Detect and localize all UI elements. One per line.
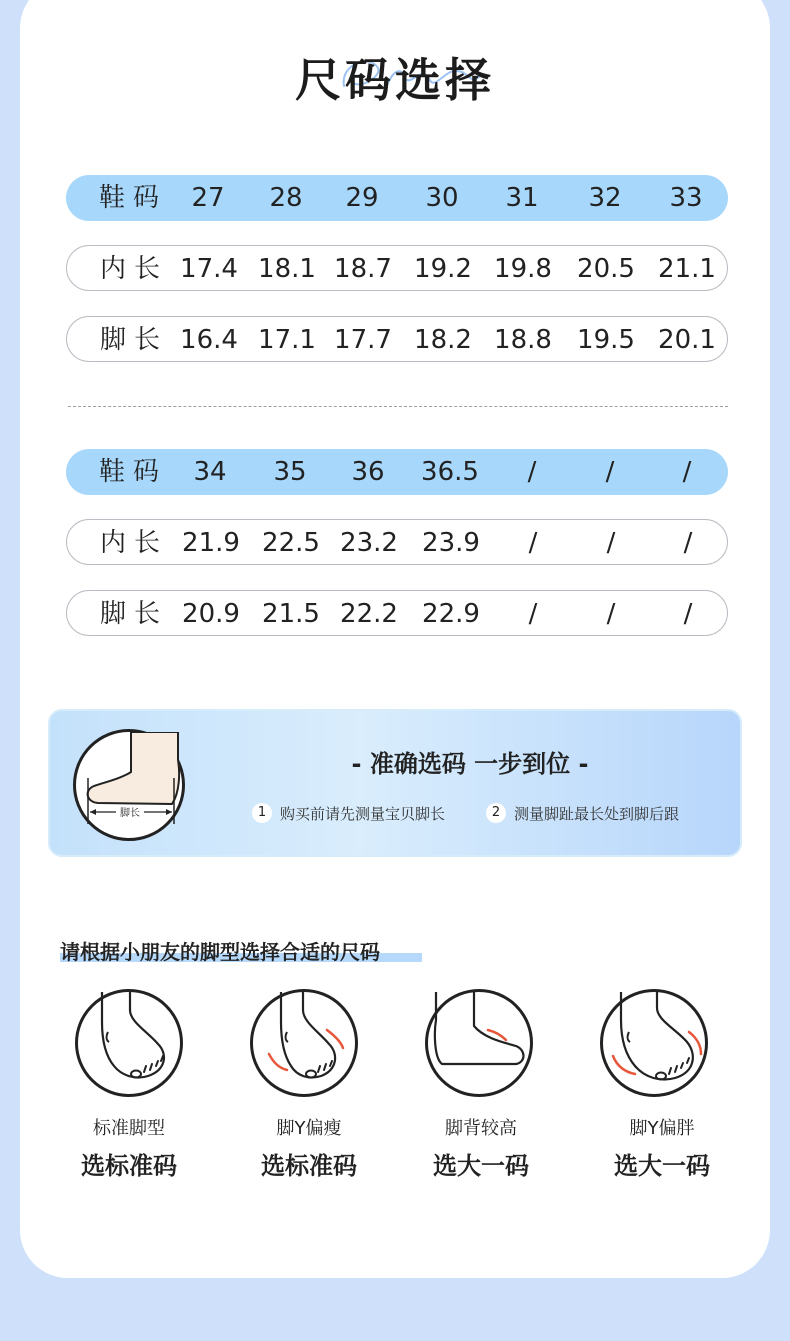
- value-cell: 19.8: [494, 254, 552, 284]
- size-cell: 32: [588, 183, 622, 213]
- value-cell: /: [606, 528, 616, 558]
- size-cell: 34: [193, 457, 227, 487]
- value-cell: /: [528, 599, 538, 629]
- value-cell: 23.2: [340, 528, 398, 558]
- foot-length-label: 脚长: [120, 808, 140, 819]
- step-1: [252, 801, 445, 825]
- size-cell: 36: [351, 457, 385, 487]
- size-cell: /: [605, 457, 615, 487]
- size-cell: 33: [669, 183, 703, 213]
- row-label: 脚长: [99, 599, 169, 629]
- size-cell: 36.5: [421, 457, 479, 487]
- value-cell: 16.4: [180, 325, 238, 355]
- value-cell: 18.7: [334, 254, 392, 284]
- high-instep-icon: [425, 989, 533, 1097]
- wide-foot-icon: [600, 989, 708, 1097]
- step-number: 2: [486, 803, 506, 823]
- row-label: 鞋码: [98, 183, 168, 213]
- size-advice: 选标准码: [81, 1152, 177, 1180]
- value-cell: 18.2: [414, 325, 472, 355]
- table2-inner-length-row: [66, 519, 728, 565]
- table1-foot-length-row: [66, 316, 728, 362]
- foot-measure-icon: [73, 729, 185, 841]
- value-cell: 21.5: [262, 599, 320, 629]
- value-cell: 18.8: [494, 325, 552, 355]
- value-cell: /: [683, 599, 693, 629]
- step-2: [486, 801, 679, 825]
- value-cell: 19.2: [414, 254, 472, 284]
- value-cell: 19.5: [577, 325, 635, 355]
- row-label: 内长: [99, 528, 169, 558]
- foot-type-heading-area: [60, 936, 380, 965]
- table1-inner-length-row: [66, 245, 728, 291]
- size-cell: 29: [345, 183, 379, 213]
- step-number: 1: [252, 803, 272, 823]
- row-label: 鞋码: [98, 457, 168, 487]
- size-cell: 35: [273, 457, 307, 487]
- value-cell: 22.5: [262, 528, 320, 558]
- value-cell: 18.1: [258, 254, 316, 284]
- value-cell: 20.1: [658, 325, 716, 355]
- thin-foot-icon: [250, 989, 358, 1097]
- value-cell: 21.1: [658, 254, 716, 284]
- value-cell: 17.4: [180, 254, 238, 284]
- size-cell: /: [682, 457, 692, 487]
- size-cell: /: [527, 457, 537, 487]
- page-title: 尺码选择: [295, 53, 495, 107]
- step-text: 测量脚趾最长处到脚后跟: [514, 804, 680, 823]
- size-advice: 选大一码: [614, 1152, 710, 1180]
- foot-type-heading: 请根据小朋友的脚型选择合适的尺码: [60, 940, 380, 964]
- value-cell: /: [606, 599, 616, 629]
- foot-type-label: 脚Y偏瘦: [276, 1118, 342, 1139]
- step-text: 购买前请先测量宝贝脚长: [280, 804, 446, 823]
- size-advice: 选大一码: [433, 1152, 529, 1180]
- table2-size-row: [66, 449, 728, 495]
- foot-type-label: 脚Y偏胖: [629, 1118, 695, 1139]
- size-cell: 31: [505, 183, 539, 213]
- table2-foot-length-row: [66, 590, 728, 636]
- foot-type-label: 标准脚型: [93, 1118, 165, 1139]
- value-cell: 17.1: [258, 325, 316, 355]
- title-area: [0, 44, 790, 110]
- foot-type-label: 脚背较高: [445, 1118, 517, 1139]
- value-cell: /: [683, 528, 693, 558]
- table1-size-row: [66, 175, 728, 221]
- value-cell: /: [528, 528, 538, 558]
- size-advice: 选标准码: [261, 1152, 357, 1180]
- value-cell: 23.9: [422, 528, 480, 558]
- value-cell: 20.5: [577, 254, 635, 284]
- value-cell: 21.9: [182, 528, 240, 558]
- value-cell: 22.2: [340, 599, 398, 629]
- value-cell: 17.7: [334, 325, 392, 355]
- row-label: 内长: [99, 254, 169, 284]
- size-cell: 30: [425, 183, 459, 213]
- value-cell: 22.9: [422, 599, 480, 629]
- size-cell: 27: [191, 183, 225, 213]
- divider: [68, 406, 728, 407]
- standard-foot-icon: [75, 989, 183, 1097]
- value-cell: 20.9: [182, 599, 240, 629]
- row-label: 脚长: [99, 325, 169, 355]
- size-cell: 28: [269, 183, 303, 213]
- banner-title: - 准确选码 一步到位 -: [351, 750, 589, 778]
